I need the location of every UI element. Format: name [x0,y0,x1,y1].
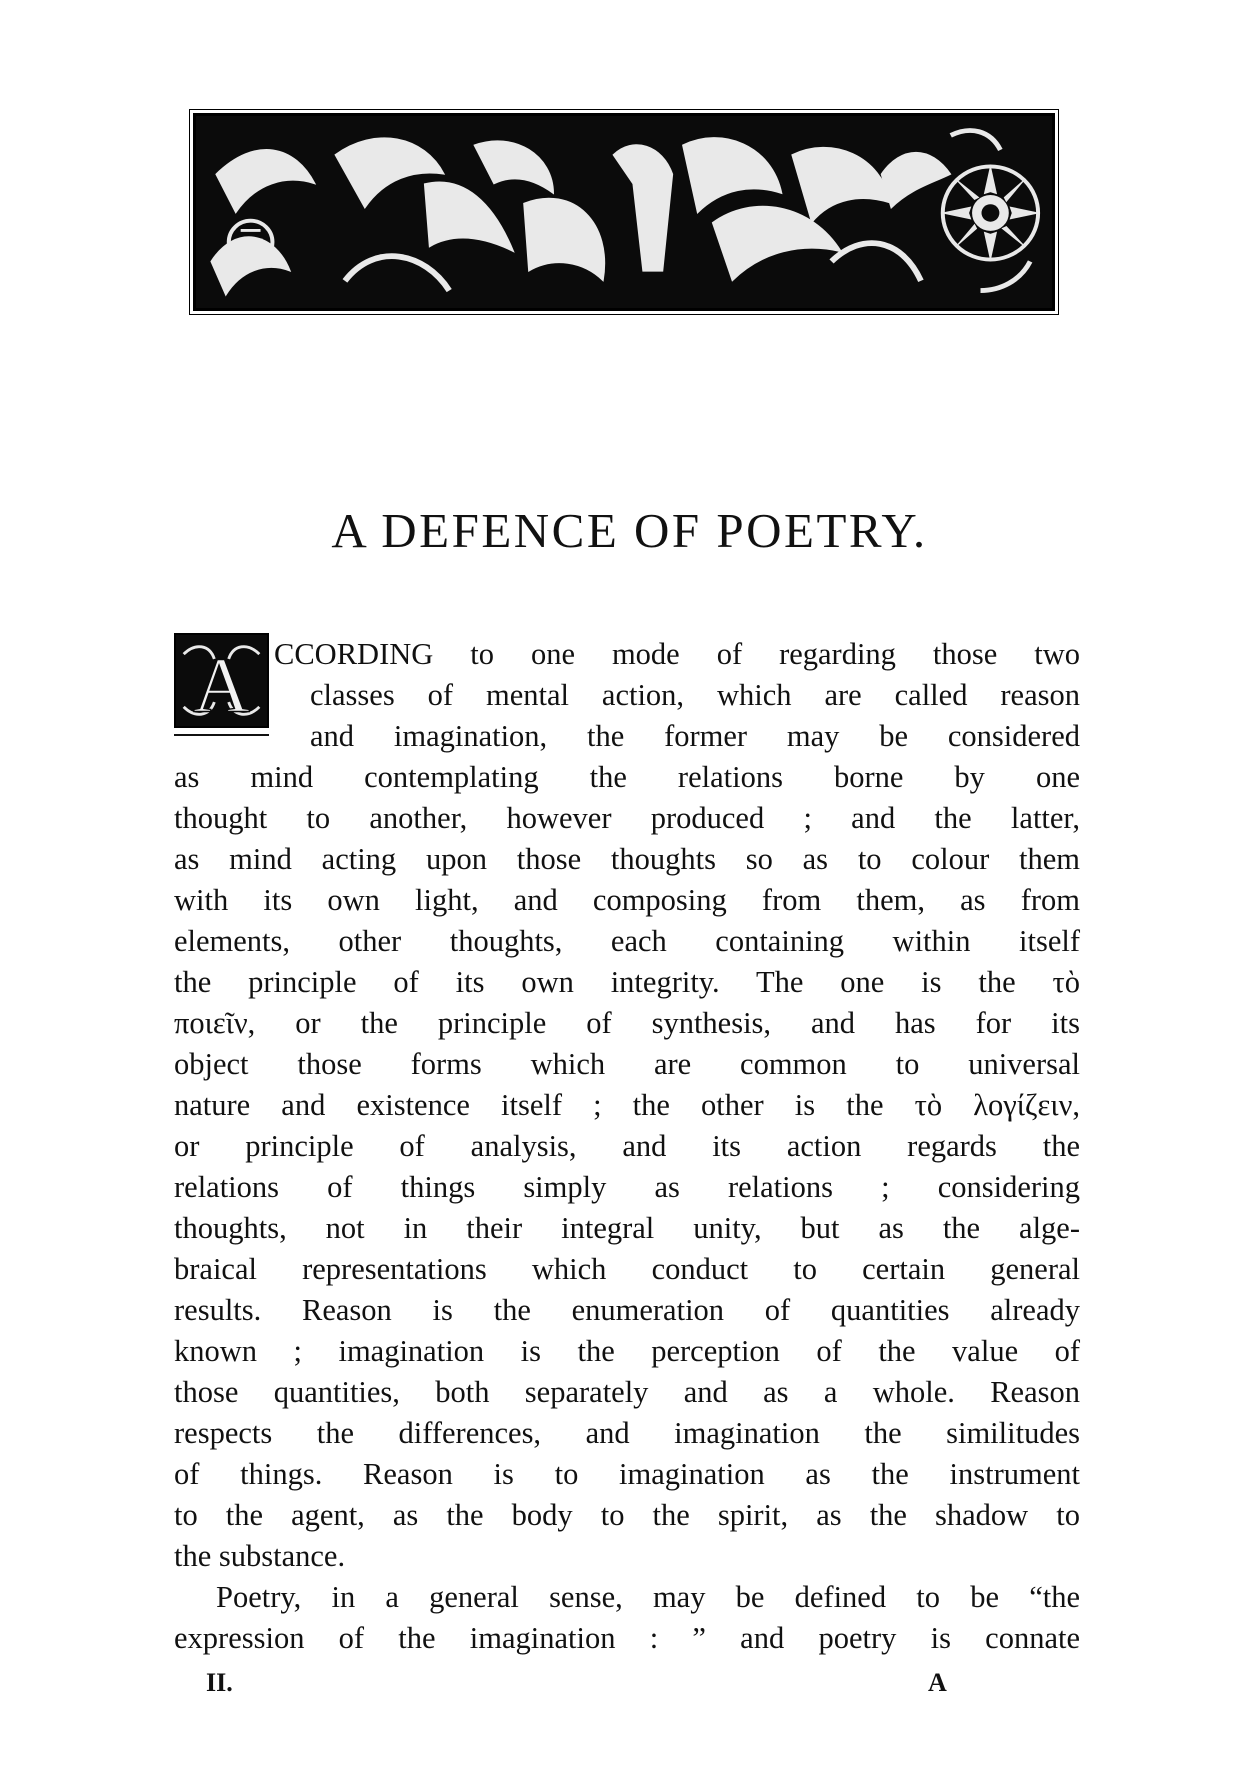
signature-mark: II. [206,1668,233,1697]
text-line: as mind acting upon those thoughts so as to colour them [174,842,1080,876]
text-line: nature and existence itself ; the other is the τὸ λογίζειν, [174,1088,1080,1122]
text-line: thought to another, however produced ; and the latter, [174,801,1080,835]
text-line: relations of things simply as relations ; considering [174,1170,1080,1204]
text-line: known ; imagination is the perception of the value of [174,1334,1080,1368]
text-line: the substance. [174,1539,346,1573]
text-line: or principle of analysis, and its action regards the [174,1129,1080,1163]
body-text [174,634,1080,1659]
chapter-title: A DEFENCE OF POETRY. [331,503,928,558]
drop-cap-letter: A [193,641,250,726]
text-line: CCORDING to one mode of regarding those two [274,637,1080,671]
text-line: elements, other thoughts, each containing within itself [174,924,1080,958]
text-line: expression of the imagination : ” and poetry is connate [174,1621,1080,1655]
text-line: and imagination, the former may be considered [310,719,1080,753]
text-line: braical representations which conduct to certain general [174,1252,1080,1286]
gathering-letter: A [928,1668,947,1697]
text-line: those quantities, both separately and as a whole. Reason [174,1375,1080,1409]
decorative-banner [193,113,1055,311]
text-line: Poetry, in a general sense, may be defined to be “the [216,1580,1080,1614]
text-line: thoughts, not in their integral unity, but as the alge- [174,1211,1080,1245]
text-line: to the agent, as the body to the spirit, as the shadow to [174,1498,1080,1532]
text-line: respects the differences, and imagination the similitudes [174,1416,1080,1450]
text-line: object those forms which are common to universal [174,1047,1080,1081]
text-line: as mind contemplating the relations borne by one [174,760,1080,794]
text-line: ποιεῖν, or the principle of synthesis, and has for its [174,1006,1080,1040]
text-line: of things. Reason is to imagination as the instrument [174,1457,1080,1491]
text-line: with its own light, and composing from them, as from [174,883,1080,917]
text-line: results. Reason is the enumeration of quantities already [174,1293,1080,1327]
text-line: classes of mental action, which are called reason [310,678,1080,712]
text-line: the principle of its own integrity. The one is the τὸ [174,965,1080,999]
